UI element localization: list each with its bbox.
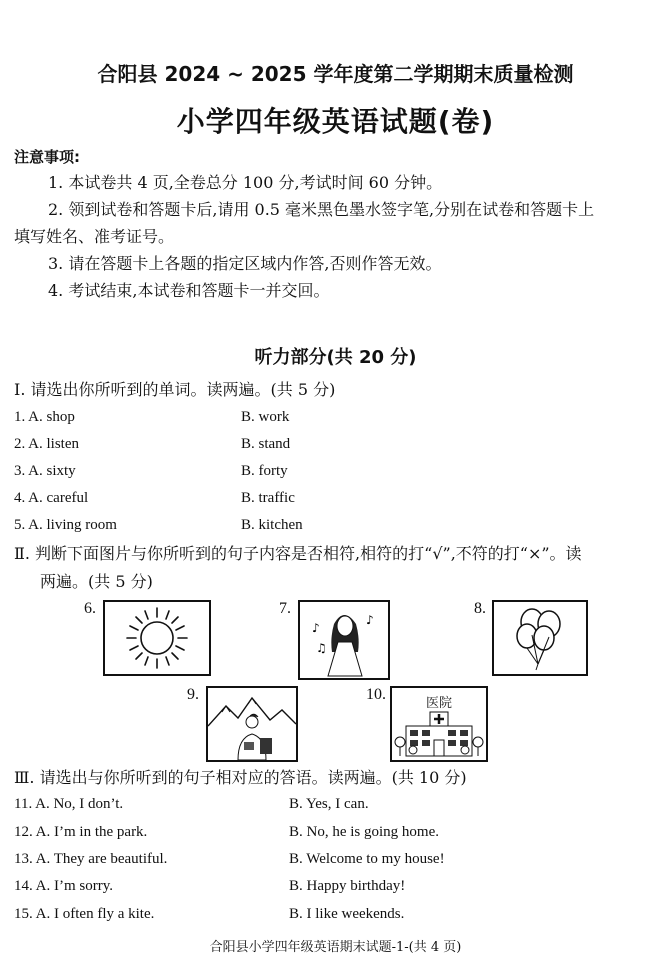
question-option: B. forty bbox=[241, 463, 288, 479]
note-item: 4. 考试结束,本试卷和答题卡一并交回。 bbox=[48, 281, 330, 300]
question-option: B. kitchen bbox=[241, 517, 303, 533]
question-option: 4. A. careful bbox=[14, 490, 89, 506]
picture-number: 9. bbox=[187, 686, 199, 703]
part2-heading: 两遍。(共 5 分) bbox=[40, 572, 153, 591]
page-footer: 合阳县小学四年级英语期末试题-1-(共 4 页) bbox=[209, 940, 462, 955]
picture-7 bbox=[298, 600, 390, 680]
question-option: 2. A. listen bbox=[14, 436, 80, 452]
question-option: B. I like weekends. bbox=[289, 906, 405, 922]
question-option: 11. A. No, I don’t. bbox=[14, 796, 124, 812]
question-option: B. No, he is going home. bbox=[289, 824, 439, 840]
note-item: 2. 领到试卷和答题卡后,请用 0.5 毫米黑色墨水签字笔,分别在试卷和答题卡上 bbox=[48, 200, 595, 219]
picture-number: 7. bbox=[279, 600, 291, 617]
question-option: B. work bbox=[241, 409, 290, 425]
listening-heading: 听力部分(共 20 分) bbox=[254, 347, 417, 368]
picture-8 bbox=[492, 600, 588, 676]
question-option: 13. A. They are beautiful. bbox=[14, 851, 168, 867]
sun-icon bbox=[105, 602, 209, 674]
notes-heading: 注意事项: bbox=[14, 148, 80, 166]
part1-heading: Ⅰ. 请选出你所听到的单词。读两遍。(共 5 分) bbox=[14, 380, 336, 399]
mountain-hiker-icon bbox=[208, 688, 296, 760]
hospital-icon bbox=[392, 688, 486, 760]
question-option: 3. A. sixty bbox=[14, 463, 76, 479]
note-item: 填写姓名、准考证号。 bbox=[14, 227, 175, 246]
part3-heading: Ⅲ. 请选出与你所听到的句子相对应的答语。读两遍。(共 10 分) bbox=[14, 768, 467, 787]
picture-10 bbox=[390, 686, 488, 762]
svg-text:♫: ♫ bbox=[316, 641, 327, 655]
question-option: B. Welcome to my house! bbox=[289, 851, 445, 867]
question-option: 14. A. I’m sorry. bbox=[14, 878, 114, 894]
picture-6 bbox=[103, 600, 211, 676]
exam-title: 合阳县 2024 ~ 2025 学年度第二学期期末质量检测 bbox=[97, 62, 574, 86]
question-option: 15. A. I often fly a kite. bbox=[14, 906, 155, 922]
hospital-label: 医院 bbox=[425, 696, 452, 711]
note-item: 3. 请在答题卡上各题的指定区域内作答,否则作答无效。 bbox=[48, 254, 442, 273]
picture-number: 10. bbox=[366, 686, 386, 703]
svg-text:♪: ♪ bbox=[366, 613, 374, 627]
part2-heading: Ⅱ. 判断下面图片与你所听到的句子内容是否相符,相符的打“√”,不符的打“×”。读 bbox=[14, 544, 582, 563]
svg-text:♪: ♪ bbox=[312, 621, 320, 635]
picture-number: 8. bbox=[474, 600, 486, 617]
note-item: 1. 本试卷共 4 页,全卷总分 100 分,考试时间 60 分钟。 bbox=[48, 173, 443, 192]
picture-number: 6. bbox=[84, 600, 96, 617]
picture-9 bbox=[206, 686, 298, 762]
balloons-icon bbox=[494, 602, 586, 674]
girl-singing-icon bbox=[300, 602, 388, 678]
question-option: B. Yes, I can. bbox=[289, 796, 369, 812]
question-option: 5. A. living room bbox=[14, 517, 117, 533]
exam-subtitle: 小学四年级英语试题(卷) bbox=[176, 105, 495, 138]
question-option: B. stand bbox=[241, 436, 291, 452]
question-option: B. traffic bbox=[241, 490, 295, 506]
question-option: 12. A. I’m in the park. bbox=[14, 824, 148, 840]
question-option: B. Happy birthday! bbox=[289, 878, 406, 894]
question-option: 1. A. shop bbox=[14, 409, 75, 425]
